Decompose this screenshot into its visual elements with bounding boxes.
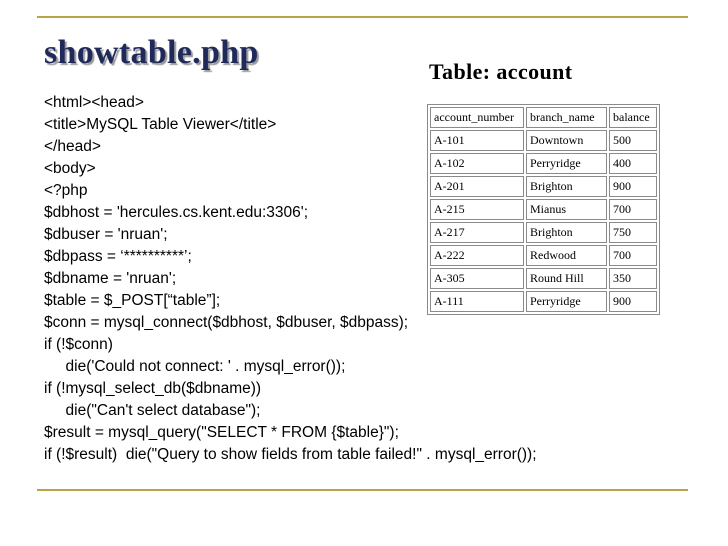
table-row (430, 268, 657, 289)
account-table (427, 104, 660, 315)
table-row (430, 153, 657, 174)
table-cell: 400 (609, 153, 657, 174)
code-line: $dbuser = 'nruan'; (44, 226, 168, 243)
table-row (430, 199, 657, 220)
code-line: </head> (44, 138, 101, 155)
table-cell: A-222 (430, 245, 524, 266)
table-cell: 900 (609, 176, 657, 197)
table-cell: A-305 (430, 268, 524, 289)
code-line: die('Could not connect: ' . mysql_error()); (44, 358, 346, 375)
table-cell: Perryridge (526, 153, 607, 174)
table-cell: Round Hill (526, 268, 607, 289)
column-header: balance (609, 107, 657, 128)
bottom-divider (37, 489, 688, 491)
table-cell: A-101 (430, 130, 524, 151)
table-row (430, 176, 657, 197)
table-cell: 500 (609, 130, 657, 151)
table-header-row (430, 107, 657, 128)
code-line: <?php (44, 182, 88, 199)
table-cell: 750 (609, 222, 657, 243)
code-line: <body> (44, 160, 96, 177)
table-cell: A-111 (430, 291, 524, 312)
table-row (430, 222, 657, 243)
code-line: if (!mysql_select_db($dbname)) (44, 380, 262, 397)
table-cell: Brighton (526, 222, 607, 243)
table-cell: Downtown (526, 130, 607, 151)
code-line: $conn = mysql_connect($dbhost, $dbuser, $dbpass); (44, 314, 409, 331)
code-line: <title>MySQL Table Viewer</title> (44, 116, 277, 133)
table-caption: Table: account (429, 59, 573, 84)
table-cell: 350 (609, 268, 657, 289)
table-cell: A-102 (430, 153, 524, 174)
column-header: account_number (430, 107, 524, 128)
table-cell: Redwood (526, 245, 607, 266)
slide-title: showtable.php (44, 34, 259, 71)
code-line: $table = $_POST[“table”]; (44, 292, 221, 309)
code-line: $dbhost = 'hercules.cs.kent.edu:3306'; (44, 204, 308, 221)
code-line: <html><head> (44, 94, 144, 111)
table-cell: 900 (609, 291, 657, 312)
table-cell: Brighton (526, 176, 607, 197)
table-cell: A-215 (430, 199, 524, 220)
table-cell: Perryridge (526, 291, 607, 312)
code-line: die("Can't select database"); (44, 402, 261, 419)
table-row (430, 130, 657, 151)
code-line: $dbpass = ‘**********’; (44, 248, 192, 265)
table-row (430, 291, 657, 312)
table-cell: 700 (609, 199, 657, 220)
column-header: branch_name (526, 107, 607, 128)
table-cell: 700 (609, 245, 657, 266)
code-line: if (!$conn) (44, 336, 113, 353)
code-line: if (!$result) die("Query to show fields from table failed!" . mysql_error()); (44, 446, 537, 463)
top-divider (37, 16, 688, 18)
table-row (430, 245, 657, 266)
table-cell: A-201 (430, 176, 524, 197)
table-cell: A-217 (430, 222, 524, 243)
code-line: $result = mysql_query("SELECT * FROM {$table}"); (44, 424, 399, 441)
table-cell: Mianus (526, 199, 607, 220)
code-line: $dbname = 'nruan'; (44, 270, 177, 287)
